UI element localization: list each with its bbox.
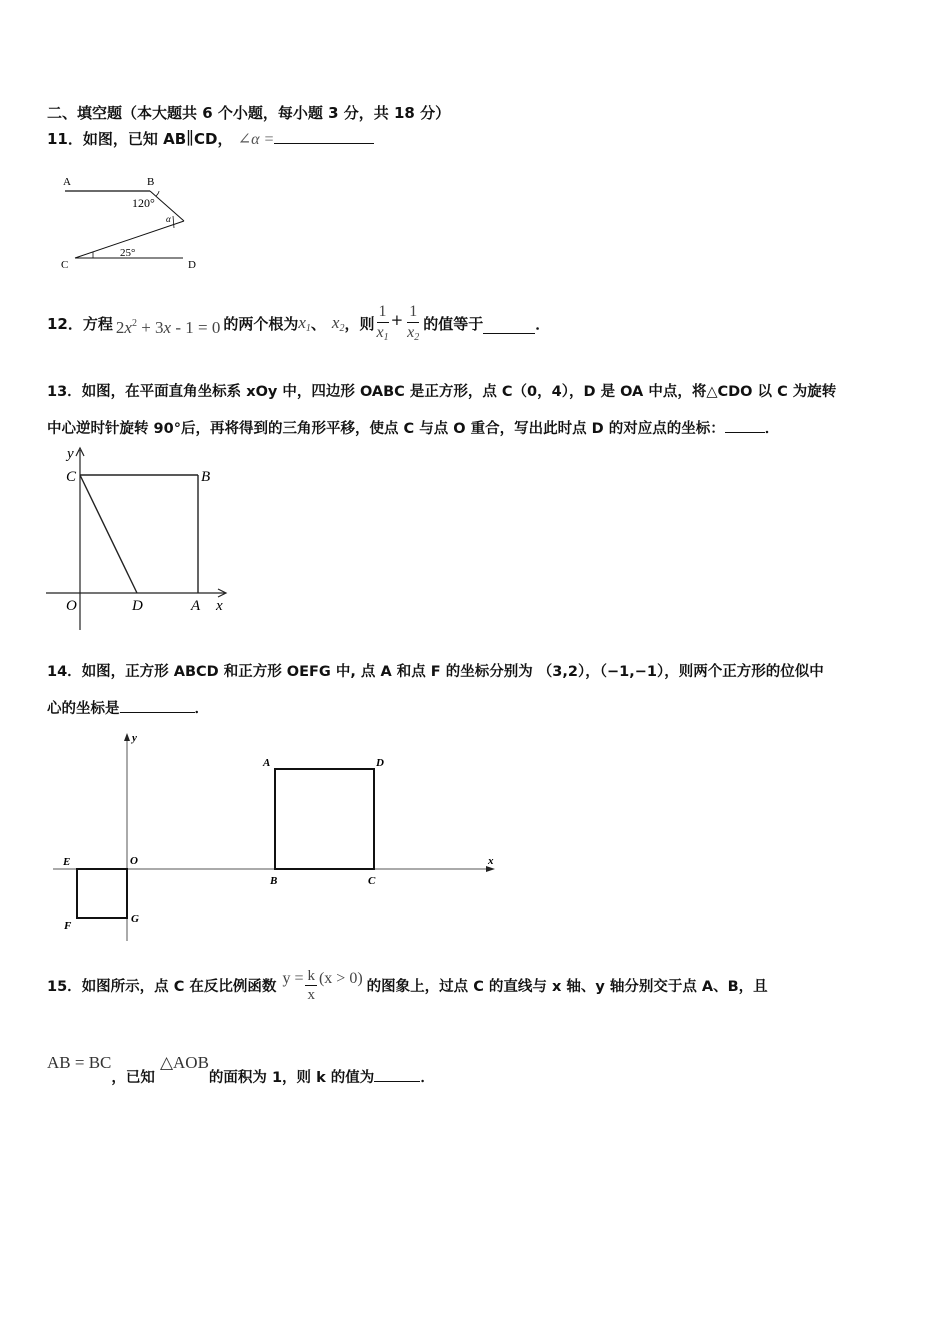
question-11 <box>47 128 374 149</box>
figure-q11 <box>55 170 215 270</box>
label-D: D <box>188 259 196 270</box>
question-text: 如图所示，点 C 在反比例函数 <box>81 978 277 995</box>
label-G: G <box>131 913 139 925</box>
section-title: 二、填空题（本大题共 6 个小题，每小题 3 分，共 18 分） <box>47 104 451 122</box>
angle-expression: ∠α = <box>237 131 275 148</box>
question-text: 的图象上，过点 C 的直线与 x 轴、y 轴分别交于点 A、B，且 <box>366 978 768 995</box>
question-12: 12． 方程 $2x^2 + 3x - 1 = 0$ 的两个根为 $x_1$ 、 $x_2$ ，则 $\frac{1}{x_1}$ + $\frac{1}{x_2}$ 的值等于 ． <box>47 303 551 343</box>
root-x2: $x_2$ <box>331 312 345 334</box>
fraction-1-over-x1: $\frac{1}{x_1}$ <box>376 303 389 343</box>
label-O: O <box>130 855 138 867</box>
function-fraction: $\frac{k}{x}$ <box>307 967 315 1003</box>
question-number: 12． <box>47 314 83 333</box>
label-O: O <box>66 598 77 614</box>
question-number: 14． <box>47 664 82 680</box>
question-text: 如图，正方形 ABCD 和正方形 OEFG 中, 点 A 和点 F 的坐标分别为 （3,2），（−1,−1），则两个正方形的位似中 <box>81 664 824 680</box>
label-B: B <box>147 176 155 188</box>
parallel-symbol: ∥ <box>186 129 194 148</box>
question-text: 的两个根为 <box>223 314 299 333</box>
answer-blank[interactable] <box>374 1068 420 1082</box>
label-D: D <box>132 598 143 614</box>
question-14-line2: 心的坐标是 ． <box>47 701 209 717</box>
angle-25: 25° <box>120 247 136 259</box>
label-E: E <box>63 856 71 868</box>
question-15-line1 <box>47 960 768 1010</box>
function-lhs: y = <box>282 970 304 987</box>
question-text: 如图，在平面直角坐标系 xOy 中，四边形 OABC 是正方形，点 C（0，4），D 是 OA 中点，将△CDO 以 C 为旋转 <box>81 384 837 400</box>
question-number: 13． <box>47 384 82 400</box>
function-domain: (x > 0) <box>318 970 363 987</box>
root-x1: $x_1$ <box>298 312 311 334</box>
angle-120: 120° <box>132 196 155 210</box>
question-13-line2: 中心逆时针旋转 90°后，再将得到的三角形平移，使点 C 与点 O 重合，写出此时点 D 的对应点的坐标： ． <box>47 421 780 437</box>
fraction-1-over-x2: $\frac{1}{x_2}$ <box>407 303 420 343</box>
answer-blank[interactable] <box>274 130 374 144</box>
condition-equation: AB = BC <box>47 1053 112 1072</box>
question-number: 11． <box>47 130 83 148</box>
answer-blank[interactable] <box>725 419 765 433</box>
axis-label-y: y <box>67 446 74 462</box>
label-F: F <box>64 920 72 932</box>
label-alpha: α <box>166 214 171 224</box>
question-15-line2: AB = BC，已知 △AOB的面积为 1，则 k 的值为 ． <box>47 1053 435 1086</box>
label-A: A <box>63 176 71 188</box>
label-C: C <box>368 875 376 887</box>
label-B: B <box>270 875 278 887</box>
answer-blank[interactable] <box>120 699 195 713</box>
label-A: A <box>191 598 201 614</box>
label-A: A <box>263 757 271 769</box>
label-C: C <box>61 259 69 270</box>
question-13-line1 <box>47 380 836 401</box>
label-B: B <box>201 469 211 485</box>
question-text: 方程 <box>82 314 113 333</box>
question-text: CD， <box>194 130 233 148</box>
figure-q14 <box>50 725 500 945</box>
triangle-AOB: △AOB <box>159 1053 209 1072</box>
question-text: 如图，已知 AB <box>82 130 187 148</box>
question-14-line1 <box>47 660 824 681</box>
axis-label-x: x <box>488 855 494 867</box>
label-C: C <box>66 469 77 485</box>
axis-label-x: x <box>216 598 223 614</box>
answer-blank[interactable] <box>483 320 535 334</box>
question-text: 心的坐标是 <box>47 701 120 717</box>
equation: $2x^2 + 3x - 1 = 0$ <box>115 318 221 337</box>
label-D: D <box>376 757 384 769</box>
question-number: 15． <box>47 978 82 995</box>
question-text: 中心逆时针旋转 90°后，再将得到的三角形平移，使点 C 与点 O 重合，写出此时点 D 的对应点的坐标： <box>47 421 725 437</box>
figure-q13 <box>40 440 240 640</box>
axis-label-y: y <box>132 732 137 744</box>
